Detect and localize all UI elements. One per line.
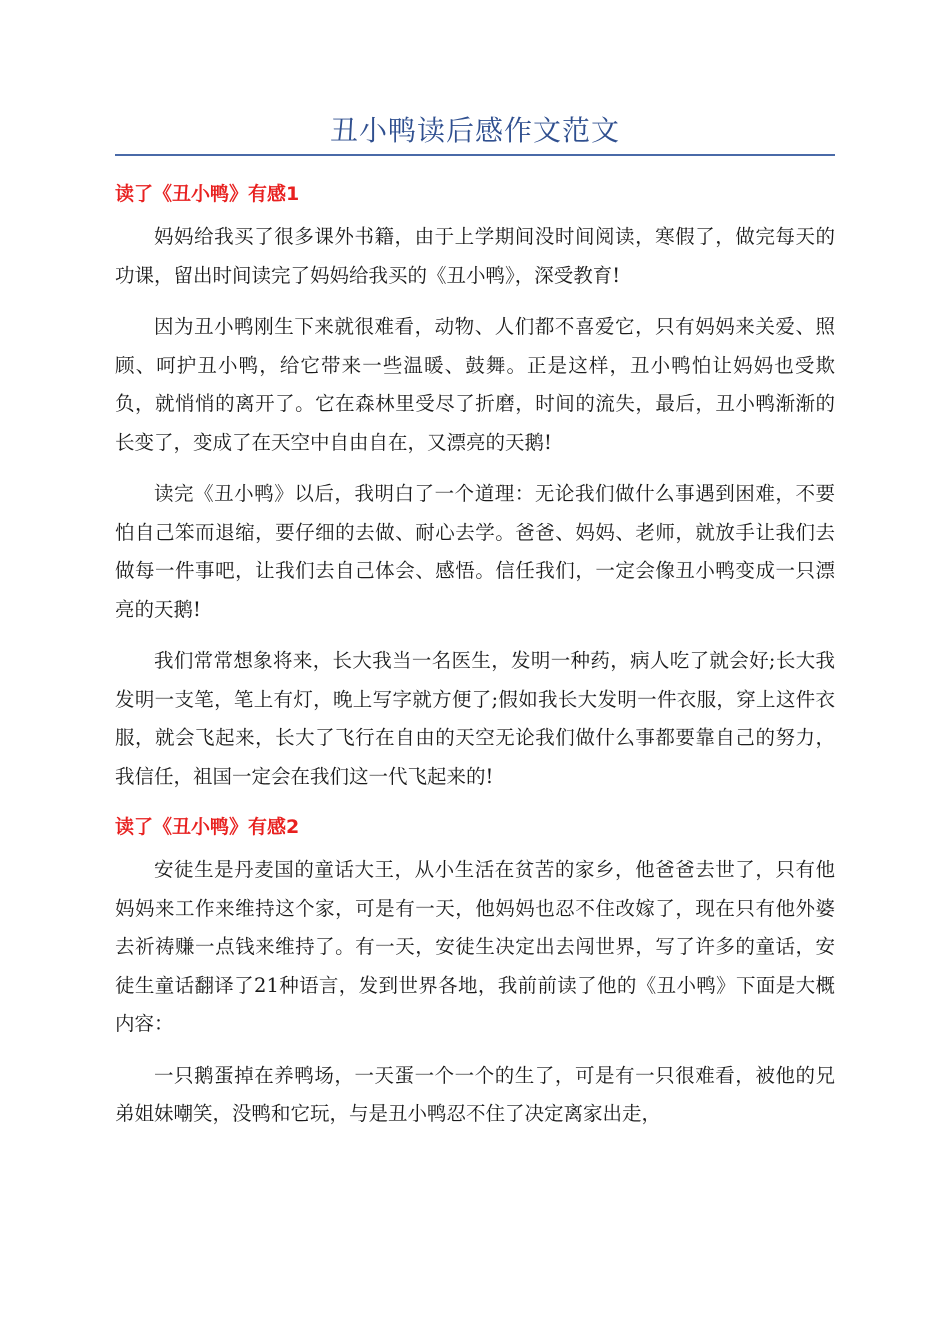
title-underline: [115, 154, 835, 156]
section-heading-2: 读了《丑小鸭》有感2: [115, 816, 300, 838]
paragraph: 因为丑小鸭刚生下来就很难看，动物、人们都不喜爱它，只有妈妈来关爱、照顾、呵护丑小鸭，给它带来一些温暖、鼓舞。正是这样，丑小鸭怕让妈妈也受欺负，就悄悄的离开了。它在森林里受尽了折磨，时间的流失，最后，丑小鸭渐渐的长变了，变成了在天空中自由自在，又漂亮的天鹅!: [115, 315, 835, 454]
essay-section-1: [115, 176, 835, 796]
section-heading-1: 读了《丑小鸭》有感1: [115, 183, 300, 205]
essay-section-2: [115, 809, 835, 1134]
paragraph: 我们常常想象将来，长大我当一名医生，发明一种药，病人吃了就会好;长大我发明一支笔，笔上有灯，晚上写字就方便了;假如我长大发明一件衣服，穿上这件衣服，就会飞起来，长大了飞行在自由的天空无论我们做什么事都要靠自己的努力，我信任，祖国一定会在我们这一代飞起来的!: [115, 649, 835, 788]
paragraph: 读完《丑小鸭》以后，我明白了一个道理：无论我们做什么事遇到困难，不要怕自己笨而退缩，要仔细的去做、耐心去学。爸爸、妈妈、老师，就放手让我们去做每一件事吧，让我们去自己体会、感悟。信任我们，一定会像丑小鸭变成一只漂亮的天鹅!: [115, 482, 835, 621]
paragraph: 妈妈给我买了很多课外书籍，由于上学期间没时间阅读，寒假了，做完每天的功课，留出时间读完了妈妈给我买的《丑小鸭》，深受教育!: [115, 225, 835, 287]
paragraph: 一只鹅蛋掉在养鸭场，一天蛋一个一个的生了，可是有一只很难看，被他的兄弟姐妹嘲笑，没鸭和它玩，与是丑小鸭忍不住了决定离家出走，: [115, 1063, 835, 1125]
document-title: 丑小鸭读后感作文范文: [329, 114, 620, 147]
document-body: [115, 176, 835, 1147]
paragraph: 安徒生是丹麦国的童话大王，从小生活在贫苦的家乡，他爸爸去世了，只有他妈妈来工作来维持这个家，可是有一天，他妈妈也忍不住改嫁了，现在只有他外婆去祈祷赚一点钱来维持了。有一天，安徒生决定出去闯世界，写了许多的童话，安徒生童话翻译了21种语言，发到世界各地，我前前读了他的《丑小鸭》下面是大概内容：: [115, 858, 835, 1035]
